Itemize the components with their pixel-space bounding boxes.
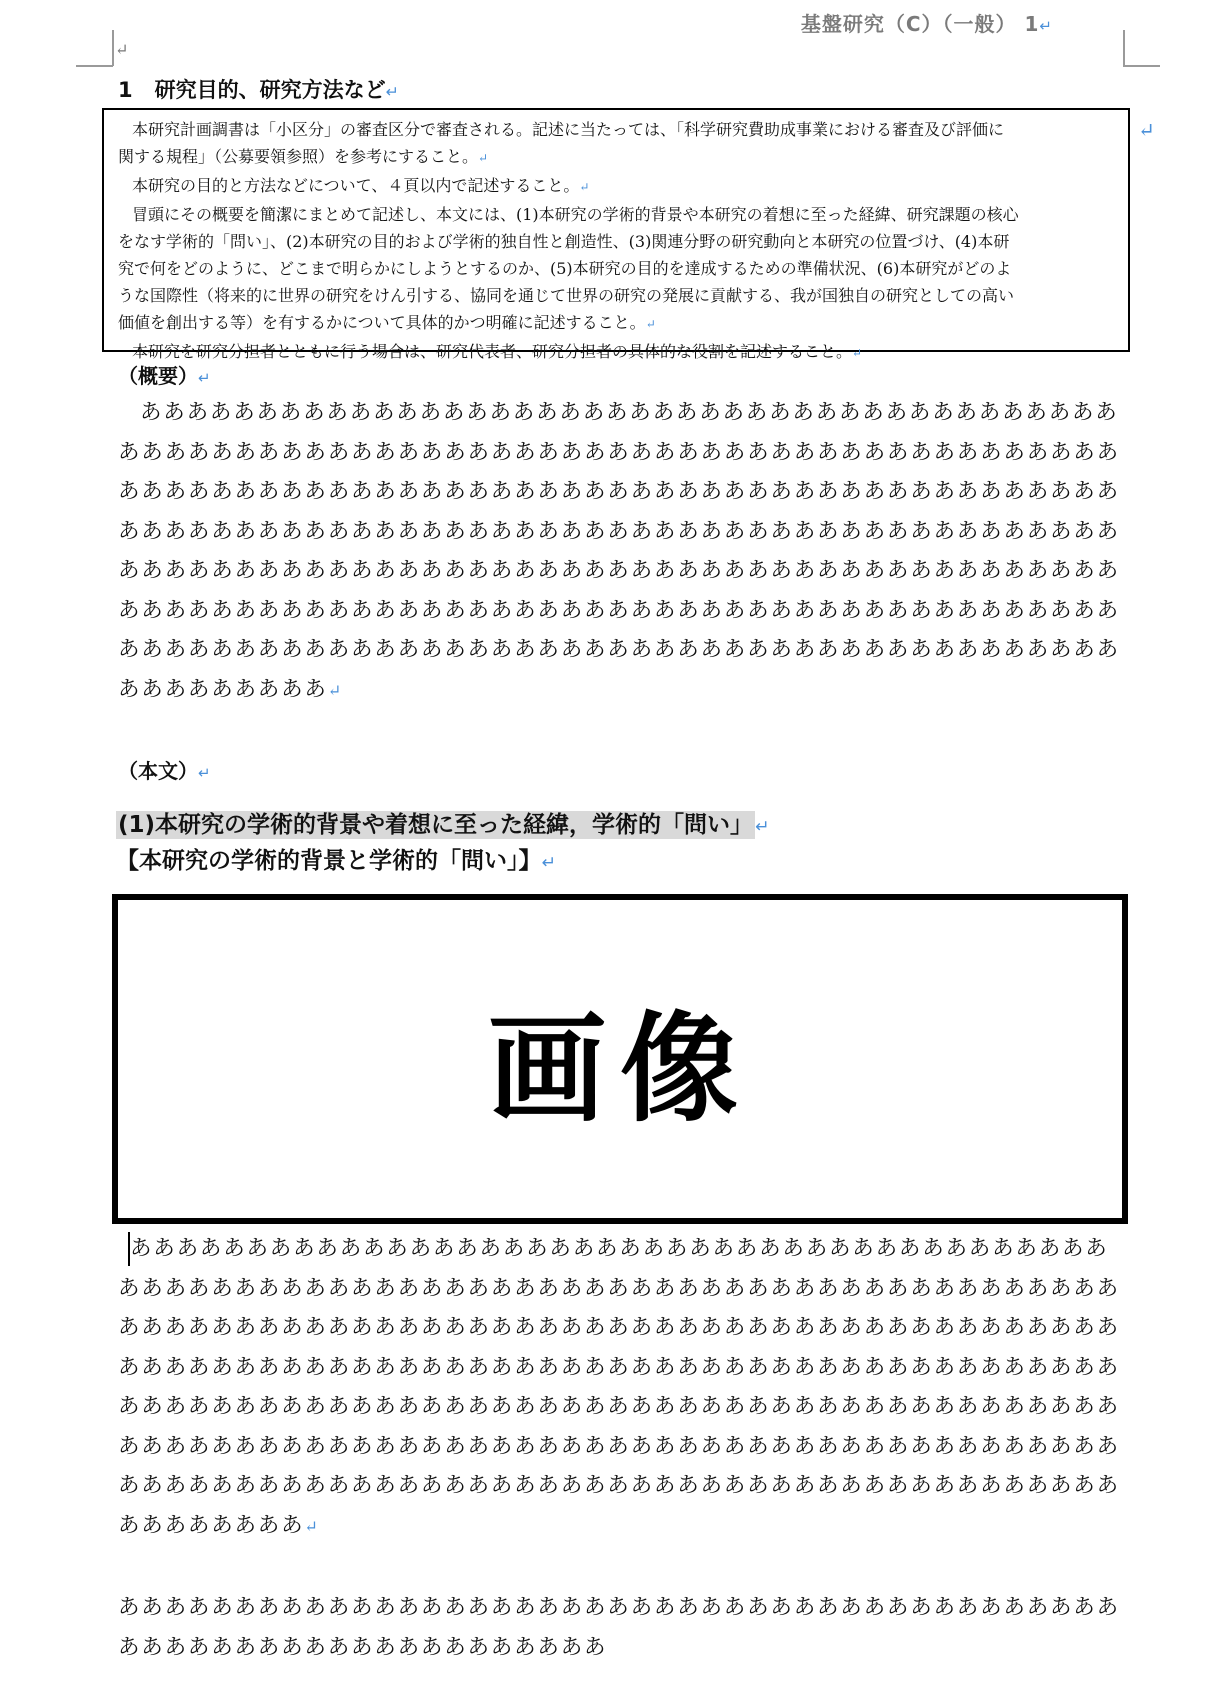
paragraph-mark-icon: ↵ bbox=[198, 764, 211, 782]
body-text[interactable] bbox=[118, 1229, 1130, 1588]
section-heading[interactable] bbox=[118, 74, 399, 104]
paragraph-mark-icon: ↵ bbox=[579, 180, 590, 194]
crop-mark-top-left-horizontal bbox=[76, 65, 113, 67]
paragraph-mark-icon: ↵ bbox=[115, 40, 129, 59]
paragraph-mark-icon: ↵ bbox=[541, 853, 556, 873]
body-text-continued[interactable] bbox=[118, 1588, 1130, 1668]
subsection-subheading-text: 【本研究の学術的背景と学術的「問い」】 bbox=[116, 848, 542, 874]
instruction-line: 関する規程」（公募要領参照）を参考にすること。 bbox=[118, 147, 479, 166]
body-text-content: ああああああああああああああああああああああああああああああああああああああああああああああああああああああああああああああああ bbox=[118, 1595, 1120, 1660]
paragraph-mark-icon: ↵ bbox=[1138, 118, 1155, 142]
instruction-line: をなす学術的「問い」、(2)本研究の目的および学術的独自性と創造性、(3)関連分野の研究動向と本研究の位置づけ、(4)本研 bbox=[118, 232, 1010, 251]
instruction-line: うな国際性（将来的に世界の研究をけん引する、協同を通じて世界の研究の発展に貢献する、我が国独自の研究としての高い bbox=[118, 286, 1015, 305]
body-label[interactable] bbox=[118, 755, 211, 784]
image-placeholder[interactable] bbox=[112, 894, 1128, 1224]
paragraph-mark-icon: ↵ bbox=[852, 346, 863, 360]
crop-mark-top-right-horizontal bbox=[1123, 65, 1160, 67]
paragraph-mark-icon: ↵ bbox=[1039, 17, 1053, 35]
grant-category: 基盤研究（C）（一般） bbox=[800, 12, 1017, 36]
section-title: 研究目的、研究方法など bbox=[154, 78, 386, 102]
subsection-heading[interactable] bbox=[116, 806, 770, 839]
paragraph-mark-icon: ↵ bbox=[755, 817, 770, 837]
instruction-line: 究で何をどのように、どこまで明らかにしようとするのか、(5)本研究の目的を達成するための準備状況、(6)本研究がどのよ bbox=[118, 259, 1012, 278]
crop-mark-top-right-vertical bbox=[1123, 30, 1125, 66]
body-text-content: ああああああああああああああああああああああああああああああああああああああああああああああああああああああああああああああああああああああああああああああああああああああああああああああああああああああああああああああああああああああああああああああああああああああああああああああああああああああああああああああああああああああああああああああああああああああああああああああああああああああああああああああああああああああああああああああああああああああああああああああああああああああああああああああああああああああああああああああああああああああああああああああああああああああああああああああああああああ bbox=[118, 1236, 1120, 1538]
subsection-heading-text: (1)本研究の学術的背景や着想に至った経緯，学術的「問い」 bbox=[118, 812, 754, 838]
summary-text-content: あああああああああああああああああああああああああああああああああああああああああああああああああああああああああああああああああああああああああああああああああああああああああああああああああああああああああああああああああああああああああああああああああああああああああああああああああああああああああああああああああああああああああああああああああああああああああああああああああああああああああああああああああああああああああああああああああああああああああああああああああああああああああああああああああああああああああああああああああああああああああああああああああああああああああああああああああああああ bbox=[118, 400, 1120, 702]
summary-label-text: （概要） bbox=[118, 364, 198, 388]
paragraph-mark-icon: ↵ bbox=[198, 369, 211, 387]
page-header bbox=[801, 8, 1053, 37]
instruction-line: 本研究の目的と方法などについて、４頁以内で記述すること。 bbox=[132, 176, 580, 195]
image-placeholder-label: 画像 bbox=[487, 1000, 752, 1138]
instruction-line: 価値を創出する等）を有するかについて具体的かつ明確に記述すること。 bbox=[118, 313, 646, 332]
paragraph-mark-icon: ↵ bbox=[645, 317, 656, 331]
crop-mark-top-left-vertical bbox=[112, 30, 114, 66]
paragraph-mark-icon: ↵ bbox=[478, 151, 489, 165]
instruction-box[interactable] bbox=[102, 108, 1130, 361]
summary-text[interactable] bbox=[118, 393, 1130, 753]
instruction-line: 本研究計画調書は「小区分」の審査区分で審査される。記述に当たっては、「科学研究費助成事業における審査及び評価に bbox=[132, 120, 1005, 139]
paragraph-mark-icon: ↵ bbox=[304, 1516, 320, 1536]
summary-label[interactable] bbox=[118, 360, 211, 389]
subsection-subheading[interactable] bbox=[116, 842, 556, 875]
page-number: 1 bbox=[1024, 12, 1040, 36]
paragraph-mark-icon: ↵ bbox=[385, 82, 399, 101]
instruction-line: 本研究を研究分担者とともに行う場合は、研究代表者、研究分担者の具体的な役割を記述すること。 bbox=[132, 342, 853, 361]
paragraph-mark-icon: ↵ bbox=[327, 680, 344, 700]
body-label-text: （本文） bbox=[118, 759, 198, 783]
instruction-line: 冒頭にその概要を簡潔にまとめて記述し、本文には、(1)本研究の学術的背景や本研究の着想に至った経緯、研究課題の核心 bbox=[132, 205, 1019, 224]
section-number: 1 bbox=[118, 78, 133, 102]
